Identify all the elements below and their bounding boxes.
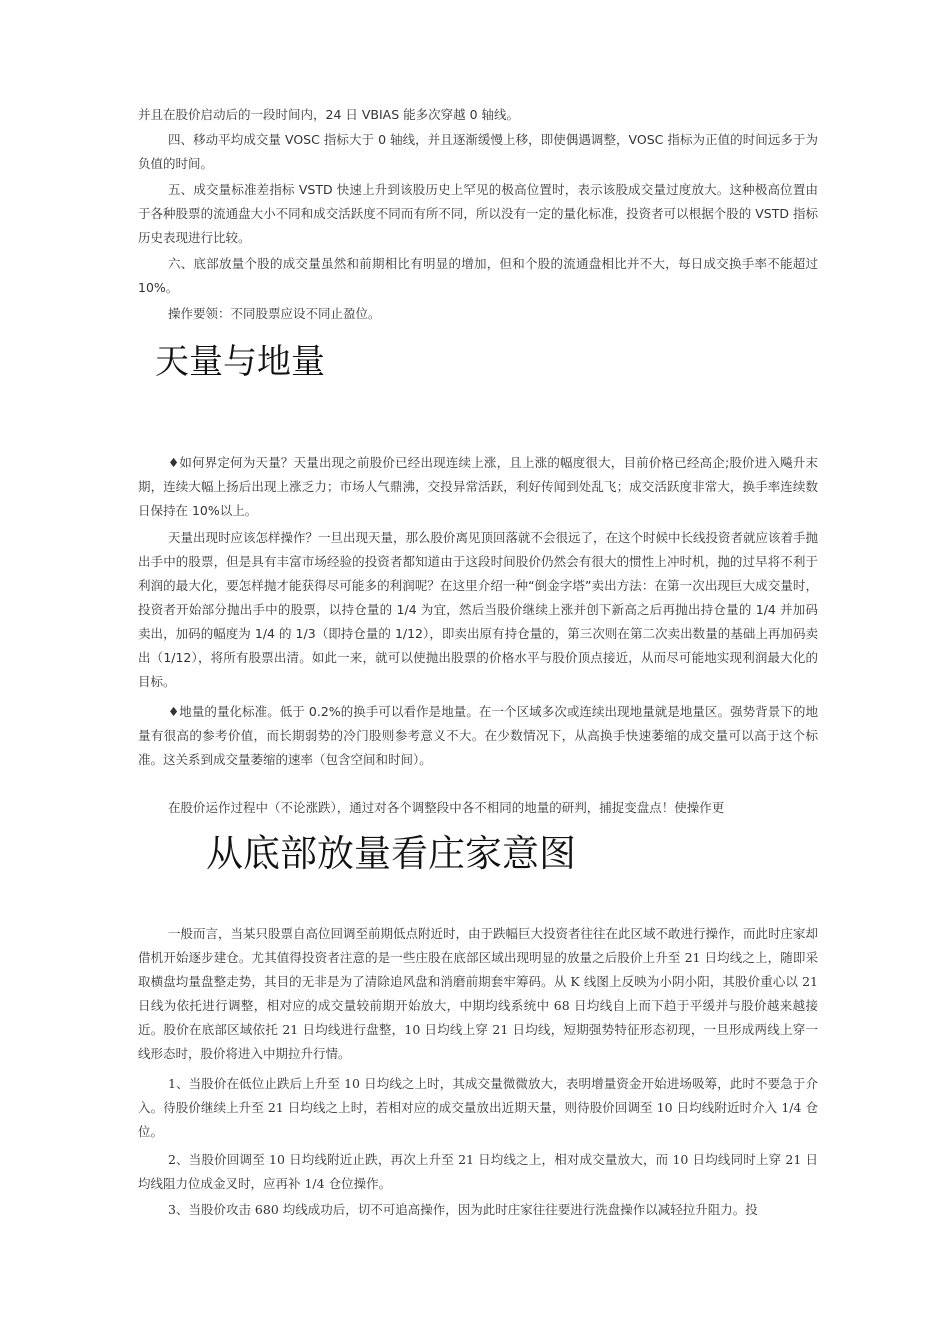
paragraph-step-3: 3、当股价攻击 680 均线成功后，切不可追高操作，因为此时庄家往往要进行洗盘操作以减轻拉升阻力。投: [168, 1202, 758, 1217]
paragraph-turning-point: 在股价运作过程中（不论涨跌），通过对各个调整段中各不相同的地量的研判，捕捉变盘点！使操作更: [168, 800, 725, 815]
paragraph-general: 一般而言，当某只股票自高位回调至前期低点附近时，由于跌幅巨大投资者往往在此区域不敢进行操作，而此时庄家却借机开始逐步建仓。尤其值得投资者注意的是一些庄股在底部区域出现明显的放量之后股价上升至 21 日均线之上，随即采取横盘均量盘整走势，其目的无非是为了清除追风盘和消磨前期套牢筹码。从 K 线图上反映为小阴小阳，其股价重心以 21 日线为依托进行调整，相对应的成交量较前期开始放大，中期均线系统中 68 日均线自上而下趋于平缓并与股价越来越接近。股价在底部区域依托 21 日均线进行盘整，10 日均线上穿 21 日均线，短期强势特征形态初现，一旦形成两线上穿一线形态时，股价将进入中期拉升行情。: [138, 926, 819, 1061]
paragraph-vosc: 四、移动平均成交量 VOSC 指标大于 0 轴线，并且逐渐缓慢上移，即使偶遇调整，VOSC 指标为正值的时间远多于为负值的时间。: [138, 132, 818, 171]
paragraph-tianliang-operation: 天量出现时应该怎样操作？一旦出现天量，那么股价离见顶回落就不会很远了，在这个时候中长线投资者就应该着手抛出手中的股票，但是具有丰富市场经验的投资者都知道由于这段时间股价仍然会有很大的惯性上冲时机，抛的过早将不利于利润的最大化，要怎样抛才能获得尽可能多的利润呢？在这里介绍一种“倒金字塔”卖出方法：在第一次出现巨大成交量时，投资者开始部分抛出手中的股票，以持仓量的 1/4 为宜，然后当股价继续上涨并创下新高之后再抛出持仓量的 1/4 并加码卖出，加码的幅度为 1/4 的 1/3（即持仓量的 1/12），即卖出原有持仓量的，第三次则在第二次卖出数量的基础上再加码卖出（1/12），将所有股票出清。如此一来，就可以使抛出股票的价格水平与股价顶点接近，从而尽可能地实现利润最大化的目标。: [138, 530, 819, 689]
paragraph-step-1: 1、当股价在低位止跌后上升至 10 日均线之上时，其成交量微微放大，表明增量资金开始进场吸筹，此时不要急于介入。待股价继续上升至 21 日均线之上时，若相对应的成交量放出近期天量，则待股价回调至 10 日均线附近时介入 1/4 仓位。: [138, 1076, 818, 1139]
paragraph-vstd: 五、成交量标准差指标 VSTD 快速上升到该股历史上罕见的极高位置时，表示该股成交量过度放大。这种极高位置由于各种股票的流通盘大小不同和成交活跃度不同而有所不同，所以没有一定的量化标准，投资者可以根据个股的 VSTD 指标历史表现进行比较。: [138, 182, 818, 245]
operation-tip: 操作要领：不同股票应设不同止盈位。: [168, 306, 381, 321]
paragraph-bottom-volume: 六、底部放量个股的成交量虽然和前期相比有明显的增加，但和个股的流通盘相比并不大，每日成交换手率不能超过 10%。: [138, 256, 818, 295]
heading-dealer-intent: 从底部放量看庄家意图: [206, 832, 576, 875]
paragraph-diliang-standard: ♦地量的量化标准。低于 0.2%的换手可以看作是地量。在一个区域多次或连续出现地量就是地量区。强势背景下的地量有很高的参考价值，而长期弱势的冷门股则参考意义不大。在少数情况下，从高换手快速萎缩的成交量可以高于这个标准。这关系到成交量萎缩的速率（包含空间和时间）。: [138, 704, 818, 767]
heading-tianliang-diliang: 天量与地量: [155, 342, 325, 382]
paragraph-define-tianliang: ♦如何界定何为天量？天量出现之前股价已经出现连续上涨，且上涨的幅度很大，目前价格已经高企;股价进入飚升末期，连续大幅上扬后出现上涨乏力；市场人气鼎沸，交投异常活跃，利好传闻到处乱飞；成交活跃度非常大，换手率连续数日保持在 10%以上。: [138, 455, 818, 518]
intro-line: 并且在股价启动后的一段时间内，24 日 VBIAS 能多次穿越 0 轴线。: [138, 107, 520, 122]
paragraph-step-2: 2、当股价回调至 10 日均线附近止跌，再次上升至 21 日均线之上，相对成交量放大，而 10 日均线同时上穿 21 日均线阻力位成金叉时，应再补 1/4 仓位操作。: [138, 1152, 818, 1191]
